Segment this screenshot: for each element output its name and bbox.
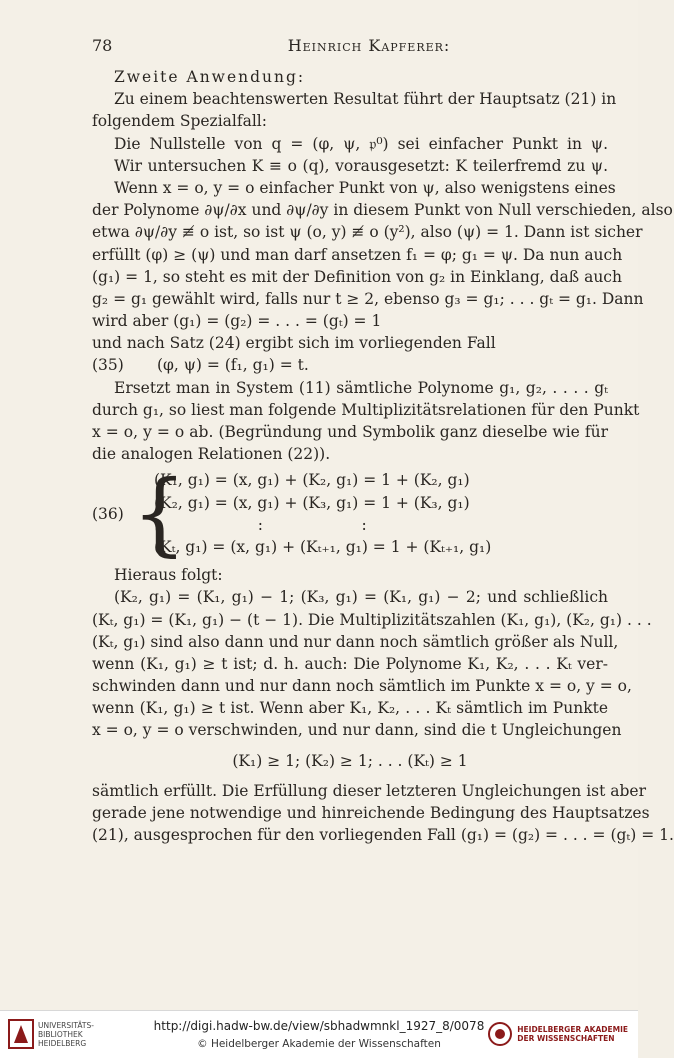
text-line: Wenn x = o, y = o einfacher Punkt von ψ, also wenigstens eines — [114, 178, 616, 197]
academy-name: HEIDELBERGER AKADEMIE DER WISSENSCHAFTEN — [517, 1025, 628, 1043]
text-line: (g₁) = 1, so steht es mit der Definition von g₂ in Einklang, daß auch — [92, 267, 622, 286]
text-line: Wir untersuchen K ≡ o (q), vorausgesetzt: K teilerfremd zu ψ. — [114, 156, 608, 175]
equation-35 — [92, 354, 608, 376]
equation-row: (Kₜ, g₁) = (x, g₁) + (Kₜ₊₁, g₁) = 1 + (Kₜ₊₁, g₁) — [154, 537, 492, 556]
text-line: Hieraus folgt: — [114, 566, 223, 585]
equation-row: (K₁, g₁) = (x, g₁) + (K₂, g₁) = 1 + (K₂, g₁) — [154, 471, 470, 490]
text-line: (21), ausgesprochen für den vorliegenden Fall (g₁) = (g₂) = . . . = (gₜ) = 1. — [92, 826, 674, 845]
text-line: sämtlich erfüllt. Die Erfüllung dieser letzteren Ungleichungen ist aber — [92, 781, 647, 800]
equation-row: (K₂, g₁) = (x, g₁) + (K₃, g₁) = 1 + (K₃, g₁) — [154, 493, 470, 512]
page-header — [92, 36, 606, 55]
text-line: (Kₜ, g₁) = (K₁, g₁) − (t − 1). Die Multiplizitätszahlen (K₁, g₁), (K₂, g₁) . . . — [92, 610, 652, 629]
text-line: wenn (K₁, g₁) ≥ t ist; d. h. auch: Die Polynome K₁, K₂, . . . Kₜ ver- — [92, 654, 608, 673]
text-line: wird aber (g₁) = (g₂) = . . . = (gₜ) = 1 — [92, 312, 382, 331]
text-line: (K₂, g₁) = (K₁, g₁) − 1; (K₃, g₁) = (K₁, g₁) − 2; und schließlich — [114, 588, 608, 607]
viewer-footer — [0, 1010, 638, 1058]
text-line: etwa ∂ψ/∂y ≢ o ist, so ist ψ (o, y) ≢ o (y²), also (ψ) = 1. Dann ist sicher — [92, 223, 643, 242]
text-line: (Kₜ, g₁) sind also dann und nur dann noch sämtlich größer als Null, — [92, 632, 619, 651]
text-line: schwinden dann und nur dann noch sämtlich im Punkte x = o, y = o, — [92, 677, 632, 696]
text-line: Ersetzt man in System (11) sämtliche Polynome g₁, g₂, . . . . gₜ — [114, 378, 608, 397]
page-number: 78 — [92, 36, 113, 55]
text-line: Die Nullstelle von q = (φ, ψ, 𝔭⁰) sei einfacher Punkt in ψ. — [114, 134, 608, 153]
permalink[interactable]: http://digi.hadw-bw.de/view/sbhadwmnkl_1927_8/0078 — [153, 1019, 485, 1033]
copyright-notice: © Heidelberger Akademie der Wissenschaften — [197, 1038, 441, 1050]
text-line: wenn (K₁, g₁) ≥ t ist. Wenn aber K₁, K₂, . . . Kₜ sämtlich im Punkte — [92, 699, 608, 718]
text-line: und nach Satz (24) ergibt sich im vorliegenden Fall — [92, 334, 496, 353]
equation-label: (35) — [92, 356, 124, 375]
equation-formula: (φ, ψ) = (f₁, g₁) = t. — [156, 356, 309, 375]
equation-system-36 — [92, 461, 608, 567]
section-heading: Zweite Anwendung: — [114, 68, 306, 86]
text-line: Zu einem beachtenswerten Resultat führt der Hauptsatz (21) in — [114, 90, 617, 109]
library-name: UNIVERSITÄTS- BIBLIOTHEK HEIDELBERG — [38, 1020, 94, 1048]
running-title: Heinrich Kapferer: — [287, 36, 451, 55]
text-line: gerade jene notwendige und hinreichende Bedingung des Hauptsatzes — [92, 804, 650, 822]
text-line: die analogen Relationen (22)). — [92, 445, 331, 464]
text-line: folgendem Spezialfall: — [92, 112, 267, 131]
equation-label: (36) — [92, 504, 124, 523]
equation-row: : : : — [154, 515, 367, 534]
text-line: der Polynome ∂ψ/∂x und ∂ψ/∂y in diesem Punkt von Null verschieden, also — [92, 201, 673, 220]
text-line: erfüllt (φ) ≥ (ψ) und man darf ansetzen f₁ = φ; g₁ = ψ. Da nun auch — [92, 245, 623, 264]
text-line: g₂ = g₁ gewählt wird, falls nur t ≥ 2, ebenso g₃ = g₁; . . . gₜ = g₁. Dann — [92, 289, 644, 308]
academy-logo — [487, 1021, 628, 1047]
page-body — [92, 66, 674, 846]
text-line: x = o, y = o verschwinden, und nur dann, sind die t Ungleichungen — [92, 721, 622, 740]
academy-seal-icon — [487, 1021, 513, 1047]
text-line: durch g₁, so liest man folgende Multiplizitätsrelationen für den Punkt — [92, 400, 640, 419]
inequalities-formula: (K₁) ≥ 1; (K₂) ≥ 1; . . . (Kₜ) ≥ 1 — [232, 751, 468, 770]
text-line: x = o, y = o ab. (Begründung und Symbolik ganz dieselbe wie für — [92, 423, 608, 441]
left-brace: { — [132, 461, 187, 567]
equation-rows — [154, 469, 491, 558]
